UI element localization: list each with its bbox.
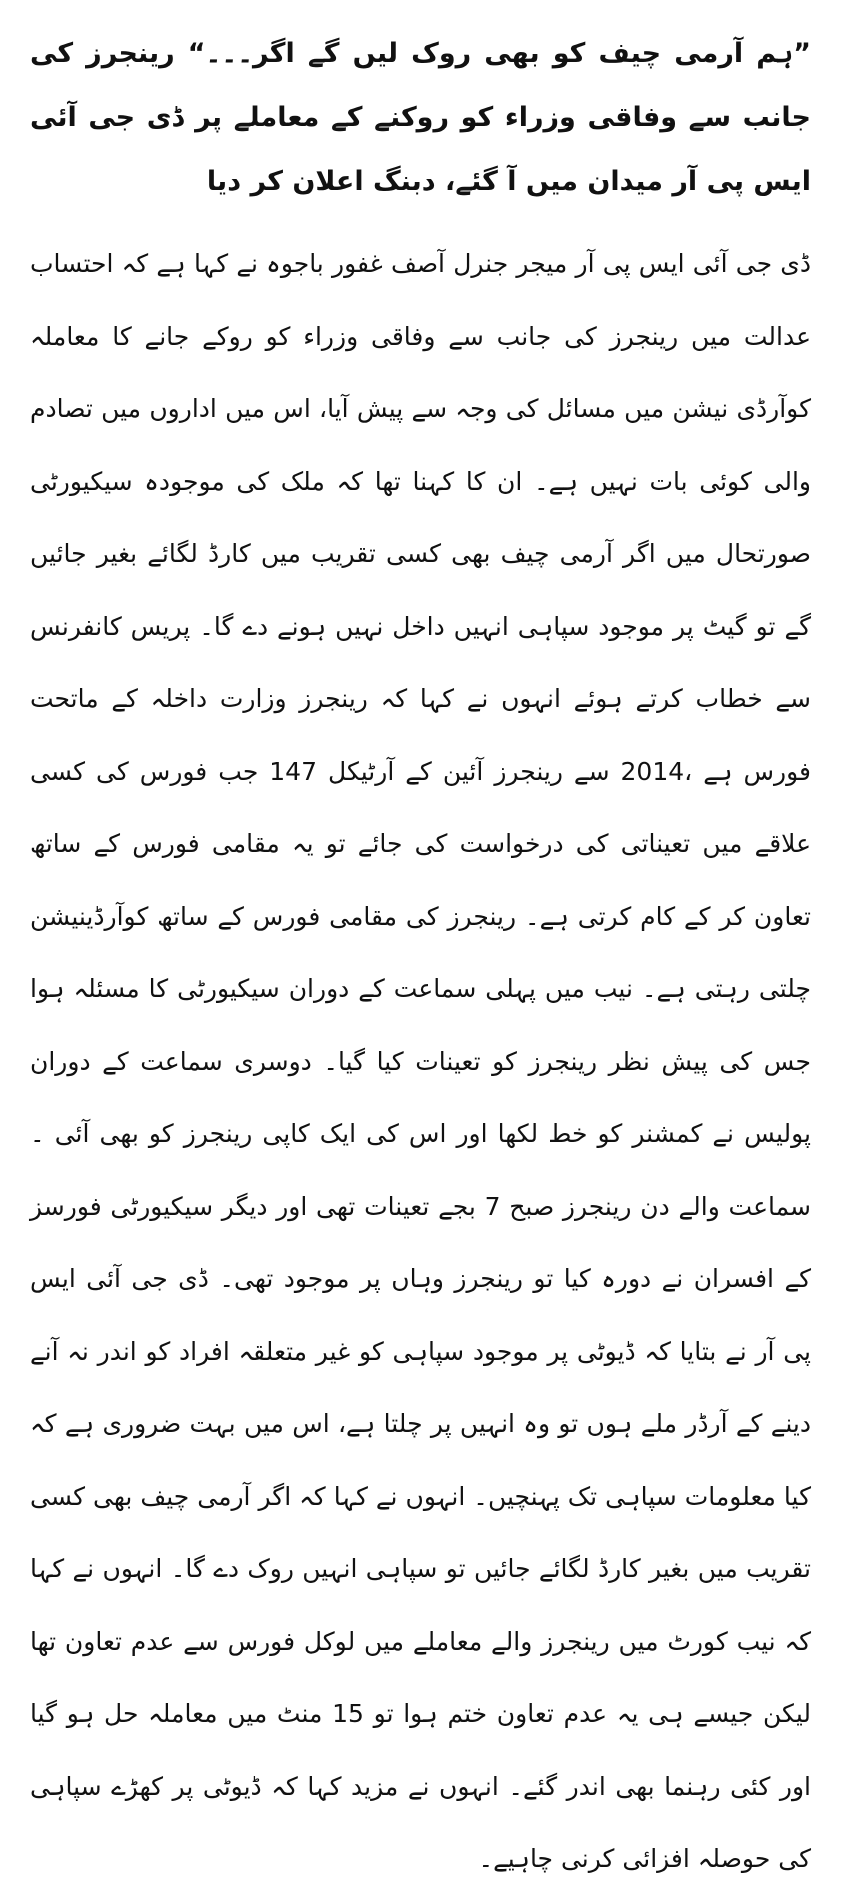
article-headline: ”ہم آرمی چیف کو بھی روک لیں گے اگر۔۔۔“ رینجرز کی جانب سے وفاقی وزراء کو روکنے کے معاملے پر ڈی جی آئی ایس پی آر میدان میں آ گئے، دبنگ اعلان کر دیا	[30, 38, 811, 197]
article-body: ڈی جی آئی ایس پی آر میجر جنرل آصف غفور باجوہ نے کہا ہے کہ احتساب عدالت میں رینجرز کی جانب سے وفاقی وزراء کو روکے جانے کا معاملہ کوآرڈی نیشن میں مسائل کی وجہ سے پیش آیا، اس میں اداروں میں تصادم والی کوئی بات نہیں ہے۔ ان کا کہنا تھا کہ ملک کی موجودہ سیکیورٹی صورتحال میں اگر آرمی چیف بھی کسی تقریب میں کارڈ لگائے بغیر جائیں گے تو گیٹ پر موجود سپاہی انہیں داخل نہیں ہونے دے گا۔ پریس کانفرنس سے خطاب کرتے ہوئے انہوں نے کہا کہ رینجرز وزارت داخلہ کے ماتحت فورس ہے ،2014 سے رینجرز آئین کے آرٹیکل 147 جب فورس کی کسی علاقے میں تعیناتی کی درخواست کی جائے تو یہ مقامی فورس کے ساتھ تعاون کر کے کام کرتی ہے۔ رینجرز کی مقامی فورس کے ساتھ کوآرڈینیشن چلتی رہتی ہے۔ نیب میں پہلی سماعت کے دوران سیکیورٹی کا مسئلہ ہوا جس کی پیش نظر رینجرز کو تعینات کیا گیا۔ دوسری سماعت کے دوران پولیس نے کمشنر کو خط لکھا اور اس کی ایک کاپی رینجرز کو بھی آئی ۔سماعت والے دن رینجرز صبح 7 بجے تعینات تھی اور دیگر سیکیورٹی فورسز کے افسران نے دورہ کیا تو رینجرز وہاں پر موجود تھی۔ ڈی جی آئی ایس پی آر نے بتایا کہ ڈیوٹی پر موجود سپاہی کو غیر متعلقہ افراد کو اندر نہ آنے دینے کے آرڈر ملے ہوں تو وہ انہیں پر چلتا ہے، اس میں بہت ضروری ہے کہ کیا معلومات سپاہی تک پہنچیں۔ انہوں نے کہا کہ اگر آرمی چیف بھی کسی تقریب میں بغیر کارڈ لگائے جائیں تو سپاہی انہیں روک دے گا۔ انہوں نے کہا کہ نیب کورٹ میں رینجرز والے معاملے میں لوکل فورس سے عدم تعاون تھا لیکن جیسے ہی یہ عدم تعاون ختم ہوا تو 15 منٹ میں معاملہ حل ہو گیا اور کئی رہنما بھی اندر گئے۔ انہوں نے مزید کہا کہ ڈیوٹی پر کھڑے سپاہی کی حوصلہ افزائی کرنی چاہیے۔	[30, 249, 811, 1873]
